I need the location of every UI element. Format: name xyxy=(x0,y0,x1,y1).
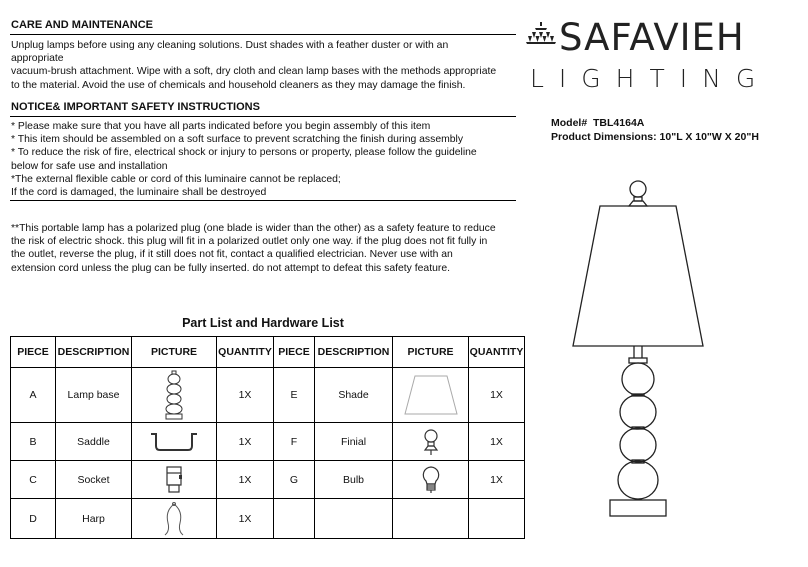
header-piece: PIECE xyxy=(11,337,56,368)
brand-sub: LIGHTING xyxy=(530,64,771,93)
notice-line: If the cord is damaged, the luminaire shall be destroyed xyxy=(11,187,267,199)
picture-cell xyxy=(132,368,217,423)
piece-cell: G xyxy=(274,461,315,499)
description-cell: Bulb xyxy=(315,461,393,499)
brand-name: SAFAVIEH xyxy=(559,16,745,59)
header-description: DESCRIPTION xyxy=(56,337,132,368)
header-quantity: QUANTITY xyxy=(217,337,274,368)
description-cell: Saddle xyxy=(56,423,132,461)
dimensions-line xyxy=(551,130,759,144)
notice-divider xyxy=(10,116,516,117)
notice-line: * To reduce the risk of fire, electrical shock or injury to persons or property, please follow the guideline xyxy=(11,147,477,159)
quantity-cell: 1X xyxy=(217,461,274,499)
notice-bottom-divider xyxy=(10,200,516,201)
care-heading: CARE AND MAINTENANCE xyxy=(11,19,153,31)
description-cell: Socket xyxy=(56,461,132,499)
shade-icon xyxy=(403,373,459,417)
notice-text xyxy=(11,120,477,199)
saddle-icon xyxy=(148,430,200,454)
care-line: vacuum-brush attachment. Wipe with a soft, dry cloth and clean lamp bases with the methods appropriate xyxy=(11,66,497,78)
quantity-cell: 1X xyxy=(469,461,525,499)
care-line: appropriate xyxy=(11,53,64,65)
notice-heading: NOTICE& IMPORTANT SAFETY INSTRUCTIONS xyxy=(11,101,260,113)
picture-cell xyxy=(393,461,469,499)
header-description: DESCRIPTION xyxy=(315,337,393,368)
description-cell: Finial xyxy=(315,423,393,461)
chandelier-logo-icon xyxy=(526,22,556,50)
care-text xyxy=(11,39,496,92)
model-value: TBL4164A xyxy=(593,117,645,129)
piece-cell: D xyxy=(11,499,56,539)
picture-cell xyxy=(393,368,469,423)
description-cell xyxy=(315,499,393,539)
picture-cell xyxy=(393,423,469,461)
quantity-cell: 1X xyxy=(469,423,525,461)
care-divider xyxy=(10,34,516,35)
notice-line: *The external flexible cable or cord of this luminaire cannot be replaced; xyxy=(11,173,341,185)
picture-cell xyxy=(132,461,217,499)
picture-cell xyxy=(132,423,217,461)
notice-line: * This item should be assembled on a soft surface to prevent scratching the finish during assembly xyxy=(11,134,464,146)
picture-cell xyxy=(132,499,217,539)
table-row xyxy=(11,368,525,423)
parts-header-row xyxy=(11,337,525,368)
description-cell: Lamp base xyxy=(56,368,132,423)
harp-icon xyxy=(161,501,187,537)
dimensions-value: 10"L X 10"W X 20"H xyxy=(659,131,759,143)
quantity-cell: 1X xyxy=(469,368,525,423)
header-picture: PICTURE xyxy=(132,337,217,368)
plug-warning-line: the outlet, reverse the plug, if it still does not fit, contact a qualified electrician. Never use with an xyxy=(11,249,453,261)
table-row xyxy=(11,423,525,461)
notice-line: below for safe use and installation xyxy=(11,160,168,172)
bulb-icon xyxy=(421,465,441,495)
quantity-cell xyxy=(469,499,525,539)
table-lamp-illustration xyxy=(563,178,713,518)
plug-warning-line: **This portable lamp has a polarized plug (one blade is wider than the other) as a safety feature to reduce xyxy=(11,223,496,234)
plug-warning-line: the risk of electric shock. this plug will fit in a polarized outlet only one way. if the plug does not fit fully in xyxy=(11,236,488,248)
piece-cell: C xyxy=(11,461,56,499)
header-piece: PIECE xyxy=(274,337,315,368)
header-picture: PICTURE xyxy=(393,337,469,368)
model-label: Model# xyxy=(551,117,588,129)
table-row xyxy=(11,499,525,539)
quantity-cell: 1X xyxy=(217,423,274,461)
brand-logo xyxy=(526,16,796,95)
model-line xyxy=(551,116,759,130)
product-info xyxy=(551,116,759,144)
lamp-base-icon xyxy=(162,370,186,420)
table-row xyxy=(11,461,525,499)
quantity-cell: 1X xyxy=(217,368,274,423)
piece-cell: F xyxy=(274,423,315,461)
dimensions-label: Product Dimensions: xyxy=(551,131,657,143)
notice-line: * Please make sure that you have all parts indicated before you begin assembly of this item xyxy=(11,121,431,132)
header-quantity: QUANTITY xyxy=(469,337,525,368)
finial-icon xyxy=(421,428,441,456)
quantity-cell: 1X xyxy=(217,499,274,539)
piece-cell xyxy=(274,499,315,539)
parts-list-title: Part List and Hardware List xyxy=(182,316,344,330)
plug-warning-line: extension cord unless the plug can be fully inserted. do not attempt to defeat this safety feature. xyxy=(11,262,450,274)
care-line: to the material. Avoid the use of chemicals and household cleaners as they may damage the finish. xyxy=(11,79,466,91)
parts-table xyxy=(10,336,525,539)
description-cell: Harp xyxy=(56,499,132,539)
care-line: Unplug lamps before using any cleaning solutions. Dust shades with a feather duster or with an xyxy=(11,40,449,51)
piece-cell: E xyxy=(274,368,315,423)
piece-cell: B xyxy=(11,423,56,461)
description-cell: Shade xyxy=(315,368,393,423)
piece-cell: A xyxy=(11,368,56,423)
socket-icon xyxy=(163,465,185,495)
plug-warning-text xyxy=(11,222,496,275)
picture-cell xyxy=(393,499,469,539)
